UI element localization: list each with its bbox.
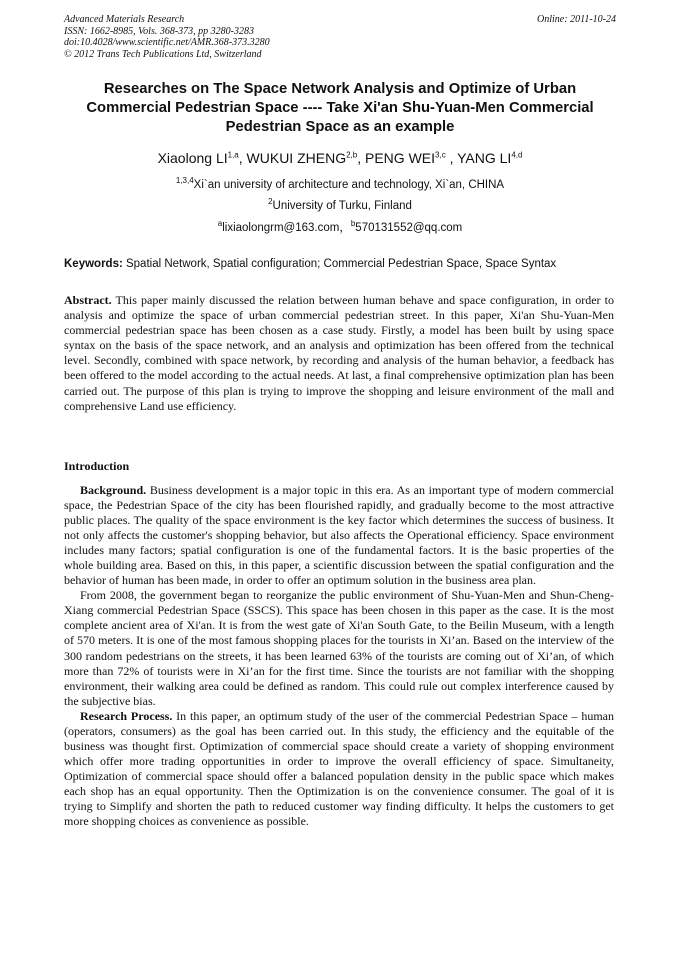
affiliation-2 <box>60 199 620 213</box>
affiliation-1 <box>60 178 620 192</box>
author-superscript: 2,b <box>346 150 358 160</box>
journal-name: Advanced Materials Research <box>64 14 185 25</box>
author-separator: , <box>357 150 365 166</box>
section-heading-introduction: Introduction <box>64 459 130 473</box>
keywords-label: Keywords: <box>64 258 123 270</box>
affiliation-text: University of Turku, Finland <box>272 200 412 212</box>
paragraph-label: Background. <box>80 483 147 497</box>
email-superscript: b <box>350 219 356 229</box>
email-b: 570131552@qq.com <box>355 222 463 234</box>
online-date: Online: 2011-10-24 <box>537 14 616 25</box>
email-a: lixiaolongrm@163.com， <box>222 222 351 234</box>
paragraph-background <box>64 483 614 588</box>
copyright-line: © 2012 Trans Tech Publications Ltd, Switzerland <box>64 48 262 60</box>
affiliation-superscript: 1,3,4 <box>175 176 194 186</box>
author-separator: , <box>445 150 458 166</box>
email-line <box>60 221 620 235</box>
journal-header <box>64 14 616 60</box>
author-superscript: 3,c <box>435 150 446 160</box>
paragraph-text: Business development is a major topic in this era. As an important type of modern commercial space, the Pedestrian Space of the city has been flourished rapidly, and gradually become to the most attractive public places. The quality of the space environment is the key factor which determines the success of business. It not only affects the customer's shopping behavior, but also affects the Operational efficiency. Space environment includes many factors; spatial configuration is one of the fundamental factors. It is the basic properties of the whole building area. Based on this, in this paper, a scientific discussion between the spatial configuration and the behavior of human has been made, in order to offer an optimum solution in the business area plan. <box>64 483 614 588</box>
paper-title: Researches on The Space Network Analysis and Optimize of Urban Commercial Pedestrian Space ---- Take Xi'an Shu-Yuan-Men Commercial Pedestrian Space as an example <box>86 81 594 135</box>
introduction-body <box>64 483 614 829</box>
author-name: WUKUI ZHENG <box>246 150 347 166</box>
issn-line: ISSN: 1662-8985, Vols. 368-373, pp 3280-3283 <box>64 25 254 37</box>
author-superscript: 4,d <box>511 150 523 160</box>
affiliation-superscript: 2 <box>268 197 273 207</box>
paragraph-research-process <box>64 709 614 829</box>
paragraph-text: In this paper, an optimum study of the user of the commercial Pedestrian Space – human (operators, consumers) as the goal has been carried out. In this study, the efficiency and the equitable of the business was thought first. Optimization of commercial space should create a variety of shopping environment which offer more trading opportunities in order to improve the overall efficiency of space. Simultaneity, Optimization of commercial space should offer a balanced population density in the public space which makes each shop has an equal opportunity. Then the Optimization is on the convenience consumer. The goal of it is trying to Simplify and shorten the path to reduced customer way finding difficulty. It helps the customers to get more shopping choices as convenience as possible. <box>64 708 614 829</box>
author-superscript: 1,a <box>227 150 239 160</box>
paragraph-case: From 2008, the government began to reorganize the public environment of Shu-Yuan-Men and Shun-Cheng-Xiang commercial Pedestrian Space (SSCS). This space has been chosen in this paper as the case. It is the most complete ancient area of Xi'an. It is from the west gate of Xi'an South Gate, to the Beilin Museum, with a length of 570 meters. It is one of the most famous shopping places for the tourists in Xi’an. Based on the interview of the 300 random pedestrians on the streets, it has been learned 63% of the tourists are coming out of Xi’an, of which more than 72% of tourists were in Xi’an for the first time. Since the tourists are not familiar with the shopping environment, their walking area could be defined as random. This could rule out complex interference caused by the subjective bias. <box>64 588 614 708</box>
doi-line: doi:10.4028/www.scientific.net/AMR.368-373.3280 <box>64 37 270 48</box>
keywords <box>64 257 624 272</box>
author-list <box>60 148 620 168</box>
author-name: Xiaolong LI <box>157 150 228 166</box>
email-superscript: a <box>217 219 223 229</box>
abstract-text: This paper mainly discussed the relation between human behave and space configuration, in order to analysis and optimize the space of urban commercial pedestrian street. In this paper, Xi'an Shu-Yuan-Men commercial pedestrian space has been chosen as a case study. Firstly, a model has been built by using space syntax on the basis of the space network, and an analysis and optimization has been offered from the technical level. Secondly, combined with space network, by recording and analysis of the human behavior, a feedback has been offered to the model according to the actual needs. At last, a final comprehensive optimization plan has been carried out. The purpose of this plan is trying to improve the shopping and leisure environment of the mall and comprehensive Land use efficiency. <box>64 293 614 413</box>
abstract <box>64 293 614 414</box>
paragraph-label: Research Process. <box>80 708 173 723</box>
author-separator: , <box>238 150 247 166</box>
affiliation-text: Xi`an university of architecture and technology, Xi`an, CHINA <box>193 179 505 191</box>
abstract-label: Abstract. <box>64 293 112 307</box>
keywords-text: Spatial Network, Spatial configuration; Commercial Pedestrian Space, Space Syntax <box>122 258 557 270</box>
author-name: PENG WEI <box>365 150 436 166</box>
author-name: YANG LI <box>457 150 512 166</box>
